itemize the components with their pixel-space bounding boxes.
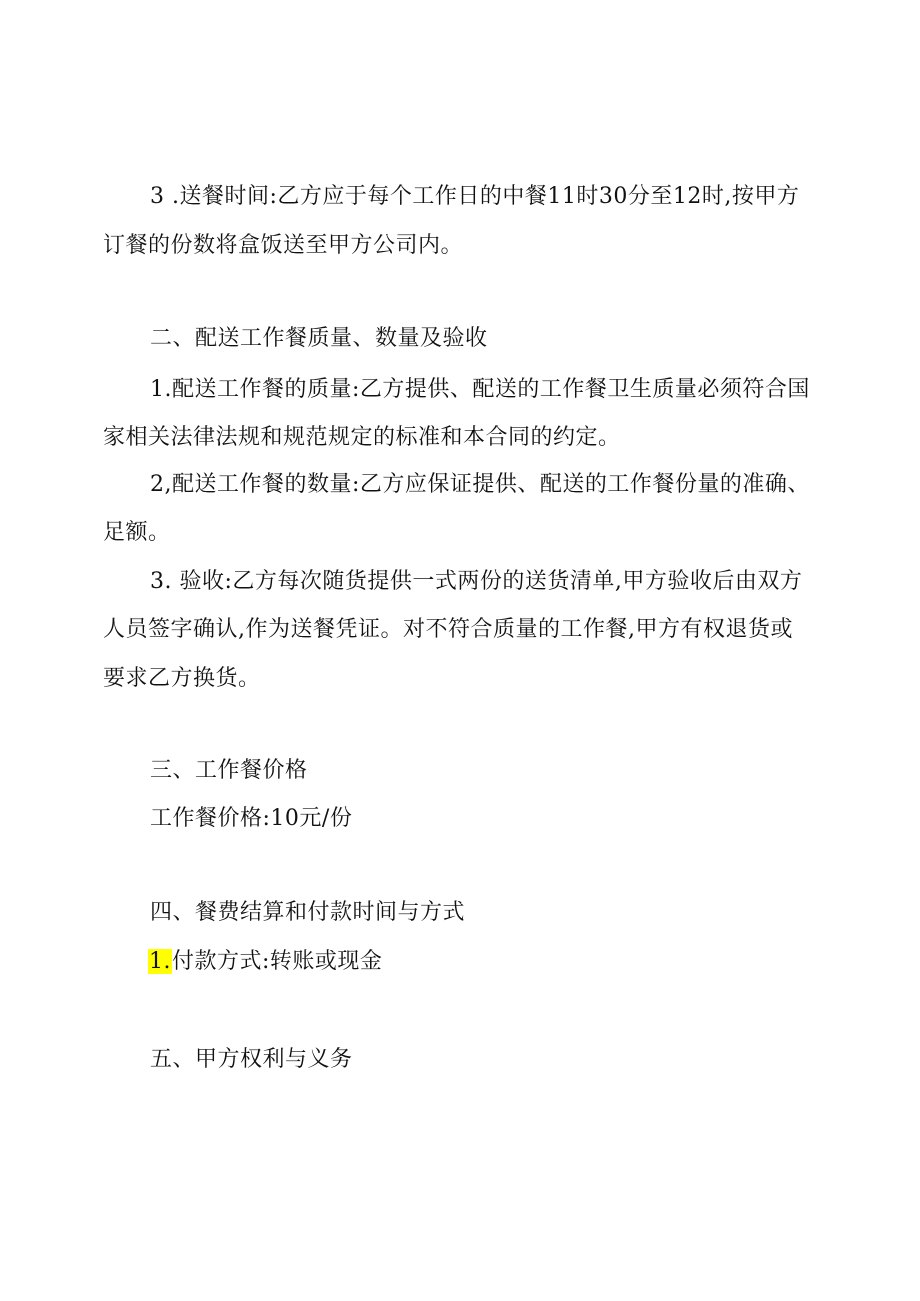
section3-price-line: 工作餐价格:10元/份 [150,806,353,831]
section4-heading: 四、餐费结算和付款时间与方式 [150,900,466,925]
section2-item1-line2: 家相关法律法规和规范规定的标准和本合同的约定。 [103,425,621,450]
section2-item1-line1: 1.配送工作餐的质量:乙方提供、配送的工作餐卫生质量必须符合国 [150,377,810,402]
section4-item1 [148,946,382,978]
section4-item1-text: 付款方式:转账或现金 [172,949,383,974]
section5-heading: 五、甲方权利与义务 [150,1047,353,1072]
section3-heading: 三、工作餐价格 [150,758,308,783]
section2-item3-line2: 人员签字确认,作为送餐凭证。对不符合质量的工作餐,甲方有权退货或 [103,617,793,642]
section2-item2-line1: 2,配送工作餐的数量:乙方应保证提供、配送的工作餐份量的准确、 [150,472,810,497]
section2-item3-line3: 要求乙方换货。 [103,666,261,691]
section1-item3-line2: 订餐的份数将盒饭送至甲方公司内。 [103,233,464,258]
highlight-mark: 1. [149,949,171,974]
section2-item3-line1: 3. 验收:乙方每次随货提供一式两份的送货清单,甲方验收后由双方 [150,569,803,594]
section2-item2-line2: 足额。 [103,520,171,545]
section1-item3-line1: 3 .送餐时间:乙方应于每个工作日的中餐11时30分至12时,按甲方 [150,184,800,209]
section2-heading: 二、配送工作餐质量、数量及验收 [150,326,488,351]
